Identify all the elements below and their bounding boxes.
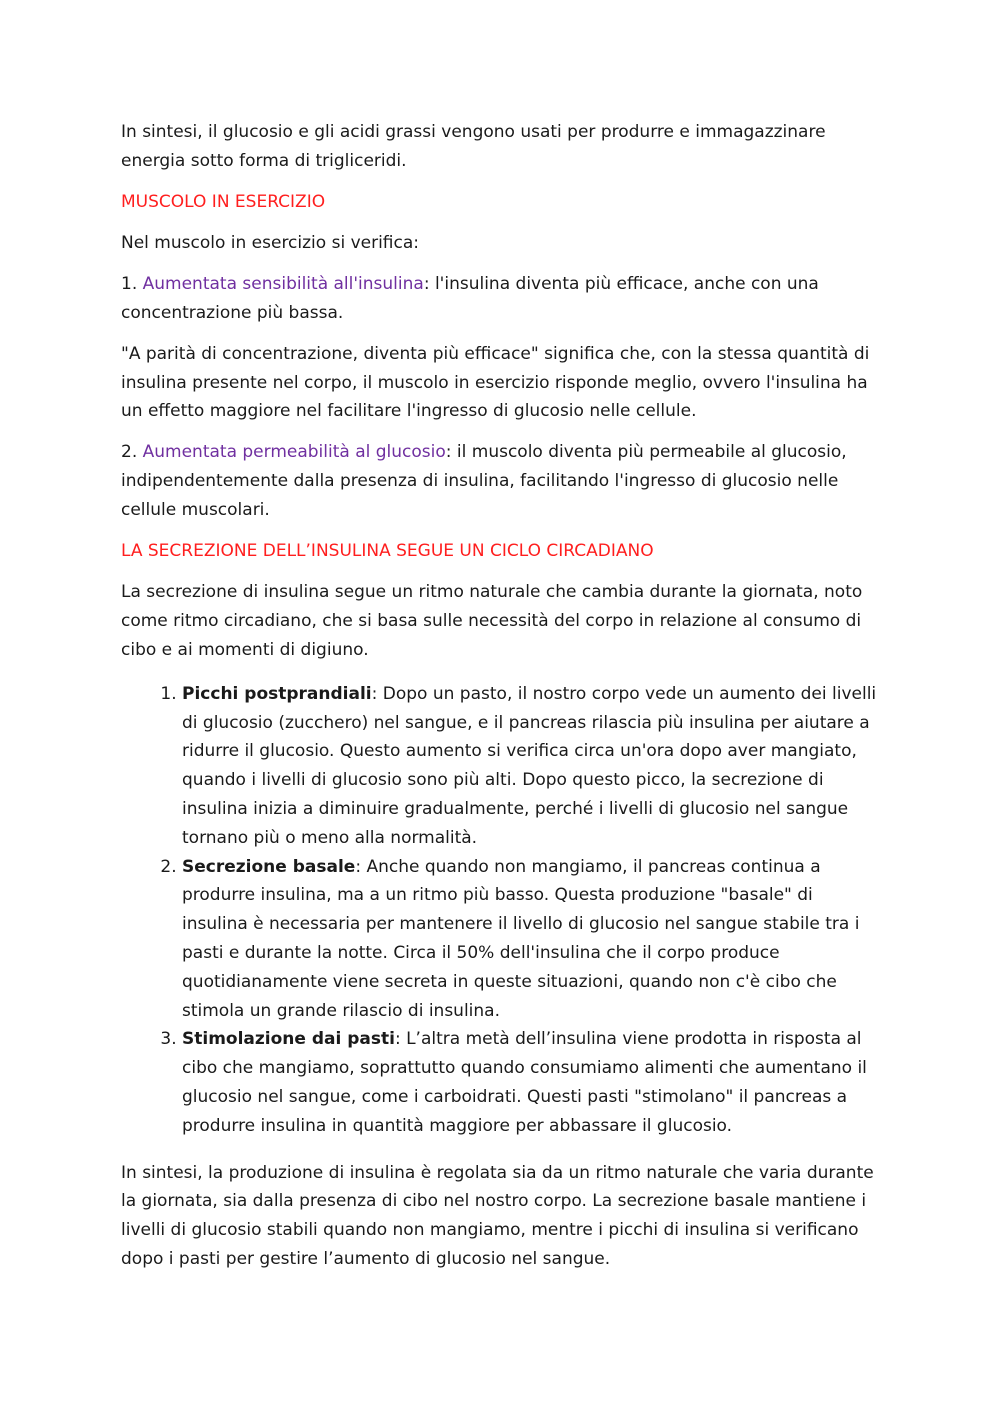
point-number: 2. (121, 442, 143, 463)
section-lead-muscolo: Nel muscolo in esercizio si verifica: (121, 233, 419, 254)
point-text: : l'insulina diventa più efficace, anche con una concentrazione più bassa. (121, 274, 819, 323)
list-item-text: : Anche quando non mangiamo, il pancreas continua a produrre insulina, ma a un ritmo più basso. Questa produzione "basale" di insulina è necessaria per mantenere il livello di glucosio nel sangue stabile tra i pasti e durante la notte. Circa il 50% dell'insulina che il corpo produce quotidianamente viene secreta in queste situazioni, quando non c'è cibo che stimola un grande rilascio di insulina. (182, 856, 860, 1021)
list-item-text: : Dopo un pasto, il nostro corpo vede un aumento dei livelli di glucosio (zucchero) nel sangue, e il pancreas rilascia più insulina per aiutare a ridurre il glucosio. Questo aumento si verifica circa un'ora dopo aver mangiato, quando i livelli di glucosio sono più alti. Dopo questo picco, la secrezione di insulina inizia a diminuire gradualmente, perché i livelli di glucosio nel sangue tornano più o meno alla normalità. (182, 683, 877, 848)
explanation-paragraph: "A parità di concentrazione, diventa più efficace" significa che, con la stessa quantità di insulina presente nel corpo, il muscolo in esercizio risponde meglio, ovvero l'insulina ha un effetto maggiore nel facilitare l'ingresso di glucosio nelle cellule. (121, 343, 870, 422)
section-heading-muscolo: MUSCOLO IN ESERCIZIO (121, 191, 326, 212)
term-sensibilita: Aumentata sensibilità all'insulina (142, 274, 424, 295)
point-sensibilita (121, 270, 883, 328)
point-number: 1. (121, 274, 143, 295)
point-permeabilita (121, 438, 883, 524)
list-item (182, 853, 883, 1026)
list-item-title: Stimolazione dai pasti (182, 1029, 395, 1050)
list-item-text: : L’altra metà dell’insulina viene prodotta in risposta al cibo che mangiamo, soprattutto quando consumiamo alimenti che aumentano il glucosio nel sangue, come i carboidrati. Questi pasti "stimolano" il pancreas a produrre insulina in quantità maggiore per abbassare il glucosio. (182, 1029, 867, 1136)
summary-paragraph: In sintesi, la produzione di insulina è regolata sia da un ritmo naturale che varia durante la giornata, sia dalla presenza di cibo nel nostro corpo. La secrezione basale mantiene i livelli di glucosio stabili quando non mangiamo, mentre i picchi di insulina si verificano dopo i pasti per gestire l’aumento di glucosio nel sangue. (121, 1162, 874, 1269)
term-permeabilita: Aumentata permeabilità al glucosio (142, 442, 446, 463)
numbered-list (121, 680, 883, 1141)
section-lead-circadiano: La secrezione di insulina segue un ritmo naturale che cambia durante la giornata, noto come ritmo circadiano, che si basa sulle necessità del corpo in relazione al consumo di cibo e ai momenti di digiuno. (121, 582, 863, 660)
intro-paragraph: In sintesi, il glucosio e gli acidi grassi vengono usati per produrre e immagazzinare energia sotto forma di trigliceridi. (121, 122, 826, 171)
list-item (182, 680, 883, 853)
section-heading-circadiano: LA SECREZIONE DELL’INSULINA SEGUE UN CICLO CIRCADIANO (121, 540, 654, 561)
list-item (182, 1025, 883, 1140)
document-page (121, 118, 883, 1286)
point-text: : il muscolo diventa più permeabile al glucosio, indipendentemente dalla presenza di insulina, facilitando l'ingresso di glucosio nelle cellule muscolari. (121, 442, 847, 520)
list-item-title: Secrezione basale (182, 856, 356, 877)
list-item-title: Picchi postprandiali (182, 683, 372, 704)
